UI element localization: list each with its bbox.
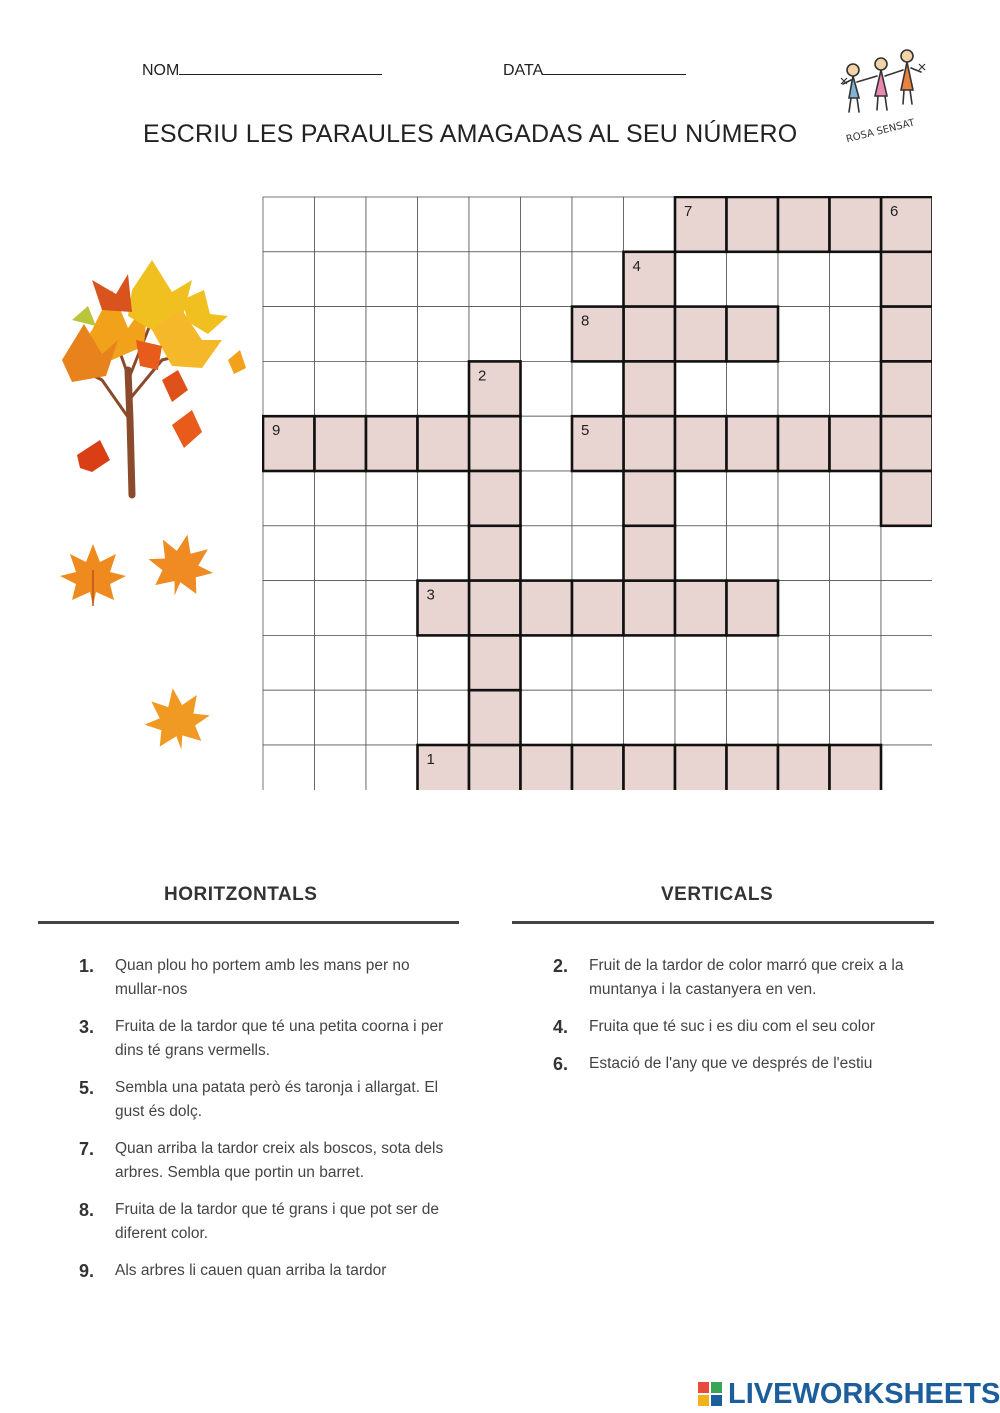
grid-cell xyxy=(624,635,676,690)
clue-text: Sembla una patata però és taronja i allargat. El gust és dolç. xyxy=(115,1079,439,1120)
answer-cell[interactable] xyxy=(469,745,521,790)
grid-cell xyxy=(778,690,830,745)
answer-cell[interactable] xyxy=(624,416,676,471)
verticals-heading: VERTICALS xyxy=(661,884,774,905)
clue-number: 9. xyxy=(79,1261,95,1281)
answer-cell[interactable] xyxy=(263,416,315,471)
grid-cell xyxy=(521,252,573,307)
grid-cell xyxy=(727,361,779,416)
grid-cell xyxy=(263,471,315,526)
clue-across-3 xyxy=(79,1015,459,1063)
answer-cell[interactable] xyxy=(624,581,676,636)
grid-cell xyxy=(315,252,367,307)
grid-cell xyxy=(830,690,882,745)
answer-cell[interactable] xyxy=(881,197,932,252)
grid-cell xyxy=(263,526,315,581)
grid-cell xyxy=(778,361,830,416)
grid-cell xyxy=(675,361,727,416)
grid-cell xyxy=(418,307,470,362)
grid-cell xyxy=(315,690,367,745)
grid-cell xyxy=(418,361,470,416)
answer-cell[interactable] xyxy=(521,745,573,790)
answer-cell[interactable] xyxy=(624,471,676,526)
clue-text: Fruit de la tardor de color marró que creix a la muntanya i la castanyera en ven. xyxy=(589,957,904,998)
answer-cell[interactable] xyxy=(469,581,521,636)
answer-cell[interactable] xyxy=(881,416,932,471)
clue-down-2 xyxy=(553,954,938,1002)
grid-cell xyxy=(675,690,727,745)
clue-number-label: 3 xyxy=(426,586,435,604)
grid-cell xyxy=(778,526,830,581)
grid-cell xyxy=(366,526,418,581)
grid-cell xyxy=(778,471,830,526)
name-label: NOM xyxy=(142,62,180,79)
clue-down-4 xyxy=(553,1015,938,1039)
grid-cell xyxy=(727,635,779,690)
brand-text: LIVEWORKSHEETS xyxy=(728,1377,1000,1410)
name-field[interactable] xyxy=(142,60,382,80)
grid-cell xyxy=(881,526,932,581)
grid-cell xyxy=(675,252,727,307)
maple-leaf-illustration xyxy=(142,684,212,754)
grid-cell xyxy=(727,526,779,581)
answer-cell[interactable] xyxy=(675,581,727,636)
clue-number: 3. xyxy=(79,1017,95,1037)
grid-cell xyxy=(572,197,624,252)
clue-across-7 xyxy=(79,1137,459,1185)
clue-text: Estació de l'any que ve després de l'estiu xyxy=(589,1055,873,1072)
grid-cell xyxy=(366,471,418,526)
answer-cell[interactable] xyxy=(469,416,521,471)
clue-text: Fruita de la tardor que té grans i que pot ser de diferent color. xyxy=(115,1201,439,1242)
clue-number-label: 8 xyxy=(581,312,590,330)
grid-cell xyxy=(675,471,727,526)
grid-cell xyxy=(263,361,315,416)
grid-cell xyxy=(263,635,315,690)
grid-cell xyxy=(263,581,315,636)
answer-cell[interactable] xyxy=(881,307,932,362)
answer-cell[interactable] xyxy=(727,307,779,362)
grid-cell xyxy=(572,361,624,416)
answer-cell[interactable] xyxy=(727,197,779,252)
answer-cell[interactable] xyxy=(881,471,932,526)
answer-cell[interactable] xyxy=(572,307,624,362)
grid-cell xyxy=(366,252,418,307)
clue-text: Quan arriba la tardor creix als boscos, sota dels arbres. Sembla que portin un barret. xyxy=(115,1140,444,1181)
grid-cell xyxy=(521,307,573,362)
answer-cell[interactable] xyxy=(624,526,676,581)
grid-cell xyxy=(469,252,521,307)
grid-cell xyxy=(521,197,573,252)
answer-cell[interactable] xyxy=(469,471,521,526)
grid-cell xyxy=(778,581,830,636)
grid-cell xyxy=(315,635,367,690)
clue-number-label: 7 xyxy=(684,203,693,220)
answer-cell[interactable] xyxy=(881,361,932,416)
clue-across-5 xyxy=(79,1076,459,1124)
grid-cell xyxy=(315,197,367,252)
grid-cell xyxy=(572,471,624,526)
clue-number: 1. xyxy=(79,956,95,976)
clue-text: Fruita de la tardor que té una petita coorna i per dins té grans vermells. xyxy=(115,1018,444,1059)
answer-cell[interactable] xyxy=(418,745,470,790)
grid-cell xyxy=(778,307,830,362)
grid-cell xyxy=(263,252,315,307)
answer-cell[interactable] xyxy=(675,307,727,362)
grid-cell xyxy=(830,526,882,581)
answer-cell[interactable] xyxy=(778,197,830,252)
grid-cell xyxy=(727,252,779,307)
liveworksheets-logo-icon xyxy=(698,1382,722,1406)
answer-cell[interactable] xyxy=(572,581,624,636)
grid-cell xyxy=(315,745,367,790)
grid-cell xyxy=(830,361,882,416)
clue-number-label: 2 xyxy=(478,367,487,385)
answer-cell[interactable] xyxy=(469,526,521,581)
clue-across-8 xyxy=(79,1198,459,1246)
answer-cell[interactable] xyxy=(727,416,779,471)
page-title: ESCRIU LES PARAULES AMAGADAS AL SEU NÚMERO xyxy=(143,120,798,148)
answer-cell[interactable] xyxy=(778,745,830,790)
grid-cell xyxy=(521,471,573,526)
clue-number-label: 9 xyxy=(272,422,281,440)
grid-cell xyxy=(521,416,573,471)
answer-cell[interactable] xyxy=(624,252,676,307)
grid-cell xyxy=(572,635,624,690)
grid-cell xyxy=(521,635,573,690)
clue-number-label: 6 xyxy=(890,203,899,220)
grid-cell xyxy=(624,197,676,252)
grid-cell xyxy=(418,526,470,581)
clue-number-label: 4 xyxy=(632,257,641,275)
grid-cell xyxy=(366,197,418,252)
grid-cell xyxy=(366,581,418,636)
grid-cell xyxy=(315,307,367,362)
grid-cell xyxy=(572,252,624,307)
clue-across-9 xyxy=(79,1259,459,1283)
verticals-divider xyxy=(512,921,934,924)
grid-cell xyxy=(263,745,315,790)
name-blank-line[interactable] xyxy=(179,60,382,75)
grid-cell xyxy=(366,690,418,745)
answer-cell[interactable] xyxy=(366,416,418,471)
grid-cell xyxy=(315,361,367,416)
date-blank-line[interactable] xyxy=(543,60,686,75)
clue-number-label: 5 xyxy=(581,422,590,440)
grid-cell xyxy=(830,581,882,636)
grid-cell xyxy=(263,197,315,252)
clue-number: 2. xyxy=(553,956,569,976)
grid-cell xyxy=(418,197,470,252)
grid-cell xyxy=(418,635,470,690)
grid-cell xyxy=(830,471,882,526)
answer-cell[interactable] xyxy=(572,416,624,471)
grid-cell xyxy=(830,635,882,690)
grid-cell xyxy=(881,745,932,790)
autumn-tree-illustration xyxy=(32,250,252,500)
answer-cell[interactable] xyxy=(881,252,932,307)
answer-cell[interactable] xyxy=(315,416,367,471)
grid-cell xyxy=(830,307,882,362)
answer-cell[interactable] xyxy=(624,307,676,362)
clue-number: 8. xyxy=(79,1200,95,1220)
answer-cell[interactable] xyxy=(469,635,521,690)
maple-leaf-illustration xyxy=(146,530,216,600)
grid-cell xyxy=(830,252,882,307)
clue-across-1 xyxy=(79,954,459,1002)
answer-cell[interactable] xyxy=(624,361,676,416)
grid-cell xyxy=(366,635,418,690)
answer-cell[interactable] xyxy=(418,416,470,471)
grid-cell xyxy=(263,690,315,745)
rosa-sensat-logo xyxy=(835,42,930,142)
grid-cell xyxy=(881,635,932,690)
answer-cell[interactable] xyxy=(830,745,882,790)
grid-cell xyxy=(418,471,470,526)
clue-down-6 xyxy=(553,1052,938,1076)
horizontals-heading: HORITZONTALS xyxy=(164,884,318,905)
grid-cell xyxy=(881,581,932,636)
grid-cell xyxy=(315,526,367,581)
grid-cell xyxy=(469,197,521,252)
clue-text: Fruita que té suc i es diu com el seu color xyxy=(589,1018,876,1035)
maple-leaf-illustration xyxy=(58,540,128,610)
answer-cell[interactable] xyxy=(830,416,882,471)
date-label: DATA xyxy=(503,62,544,79)
grid-cell xyxy=(418,252,470,307)
clue-number: 4. xyxy=(553,1017,569,1037)
answer-cell[interactable] xyxy=(727,581,779,636)
answer-cell[interactable] xyxy=(675,416,727,471)
grid-cell xyxy=(315,471,367,526)
grid-cell xyxy=(366,745,418,790)
answer-cell[interactable] xyxy=(675,745,727,790)
horizontals-divider xyxy=(38,921,459,924)
answer-cell[interactable] xyxy=(675,197,727,252)
clue-number: 7. xyxy=(79,1139,95,1159)
logo-text: ROSA SENSAT xyxy=(845,117,916,142)
clue-number: 5. xyxy=(79,1078,95,1098)
grid-cell xyxy=(778,635,830,690)
grid-cell xyxy=(624,690,676,745)
grid-cell xyxy=(469,307,521,362)
answer-cell[interactable] xyxy=(418,581,470,636)
answer-cell[interactable] xyxy=(778,416,830,471)
grid-cell xyxy=(675,526,727,581)
grid-cell xyxy=(521,526,573,581)
grid-cell xyxy=(778,252,830,307)
grid-cell xyxy=(418,690,470,745)
date-field[interactable] xyxy=(503,60,686,80)
answer-cell[interactable] xyxy=(521,581,573,636)
answer-cell[interactable] xyxy=(469,690,521,745)
horizontals-clue-list xyxy=(79,954,459,1296)
grid-cell xyxy=(521,690,573,745)
grid-cell xyxy=(263,307,315,362)
grid-cell xyxy=(315,581,367,636)
crossword-grid xyxy=(262,196,932,790)
answer-cell[interactable] xyxy=(727,745,779,790)
grid-cell xyxy=(727,690,779,745)
liveworksheets-brand xyxy=(698,1376,1000,1412)
clue-number-label: 1 xyxy=(426,751,435,768)
grid-cell xyxy=(675,635,727,690)
answer-cell[interactable] xyxy=(572,745,624,790)
grid-cell xyxy=(366,307,418,362)
answer-cell[interactable] xyxy=(830,197,882,252)
answer-cell[interactable] xyxy=(624,745,676,790)
clue-text: Quan plou ho portem amb les mans per no mullar-nos xyxy=(115,957,410,998)
grid-cell xyxy=(572,526,624,581)
grid-cell xyxy=(366,361,418,416)
grid-cell xyxy=(572,690,624,745)
grid-cell xyxy=(521,361,573,416)
verticals-clue-list xyxy=(553,954,938,1089)
grid-cell xyxy=(727,471,779,526)
clue-text: Als arbres li cauen quan arriba la tardor xyxy=(115,1262,387,1279)
answer-cell[interactable] xyxy=(469,361,521,416)
grid-cell xyxy=(881,690,932,745)
clue-number: 6. xyxy=(553,1054,569,1074)
